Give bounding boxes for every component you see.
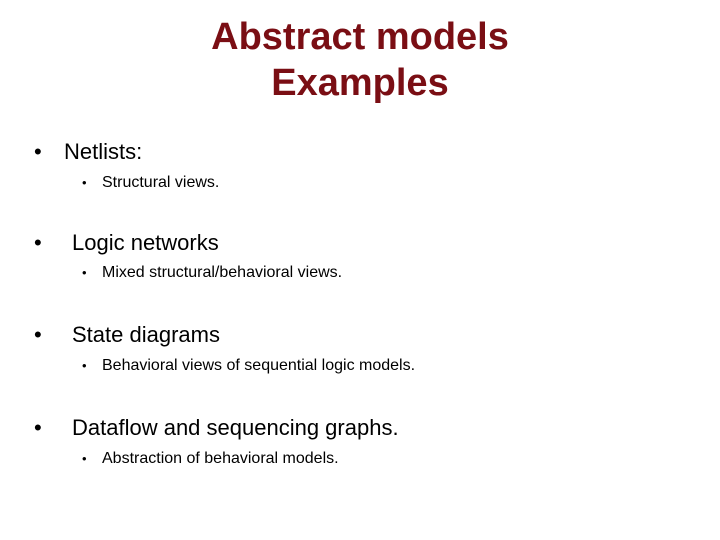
- title-line-1: Abstract models: [211, 16, 509, 58]
- sub-bullet-label: Behavioral views of sequential logic models.: [102, 357, 416, 374]
- bullet-dot: •: [82, 358, 87, 373]
- title-line-2: Examples: [271, 62, 449, 104]
- bullet-dot: •: [34, 230, 42, 255]
- bullet-item-dataflow-graphs: [34, 415, 399, 441]
- bullet-label: Netlists:: [64, 139, 143, 164]
- bullet-label: State diagrams: [72, 322, 220, 347]
- sub-bullet-label: Structural views.: [102, 174, 220, 191]
- sub-bullet-structural-views: [82, 173, 219, 193]
- sub-bullet-label: Abstraction of behavioral models.: [102, 450, 339, 467]
- bullet-dot: •: [82, 265, 87, 280]
- bullet-dot: •: [34, 139, 42, 164]
- slide-title: [0, 14, 720, 106]
- sub-bullet-behavioral-views: [82, 356, 415, 376]
- bullet-dot: •: [82, 451, 87, 466]
- bullet-dot: •: [34, 322, 42, 347]
- bullet-item-logic-networks: [34, 230, 219, 256]
- bullet-label: Dataflow and sequencing graphs.: [72, 415, 399, 440]
- bullet-dot: •: [34, 415, 42, 440]
- sub-bullet-abstraction: [82, 449, 339, 469]
- sub-bullet-mixed-views: [82, 263, 342, 283]
- bullet-item-netlists: [34, 139, 142, 165]
- bullet-label: Logic networks: [72, 230, 219, 255]
- sub-bullet-label: Mixed structural/behavioral views.: [102, 264, 343, 281]
- bullet-item-state-diagrams: [34, 322, 220, 348]
- bullet-dot: •: [82, 175, 87, 190]
